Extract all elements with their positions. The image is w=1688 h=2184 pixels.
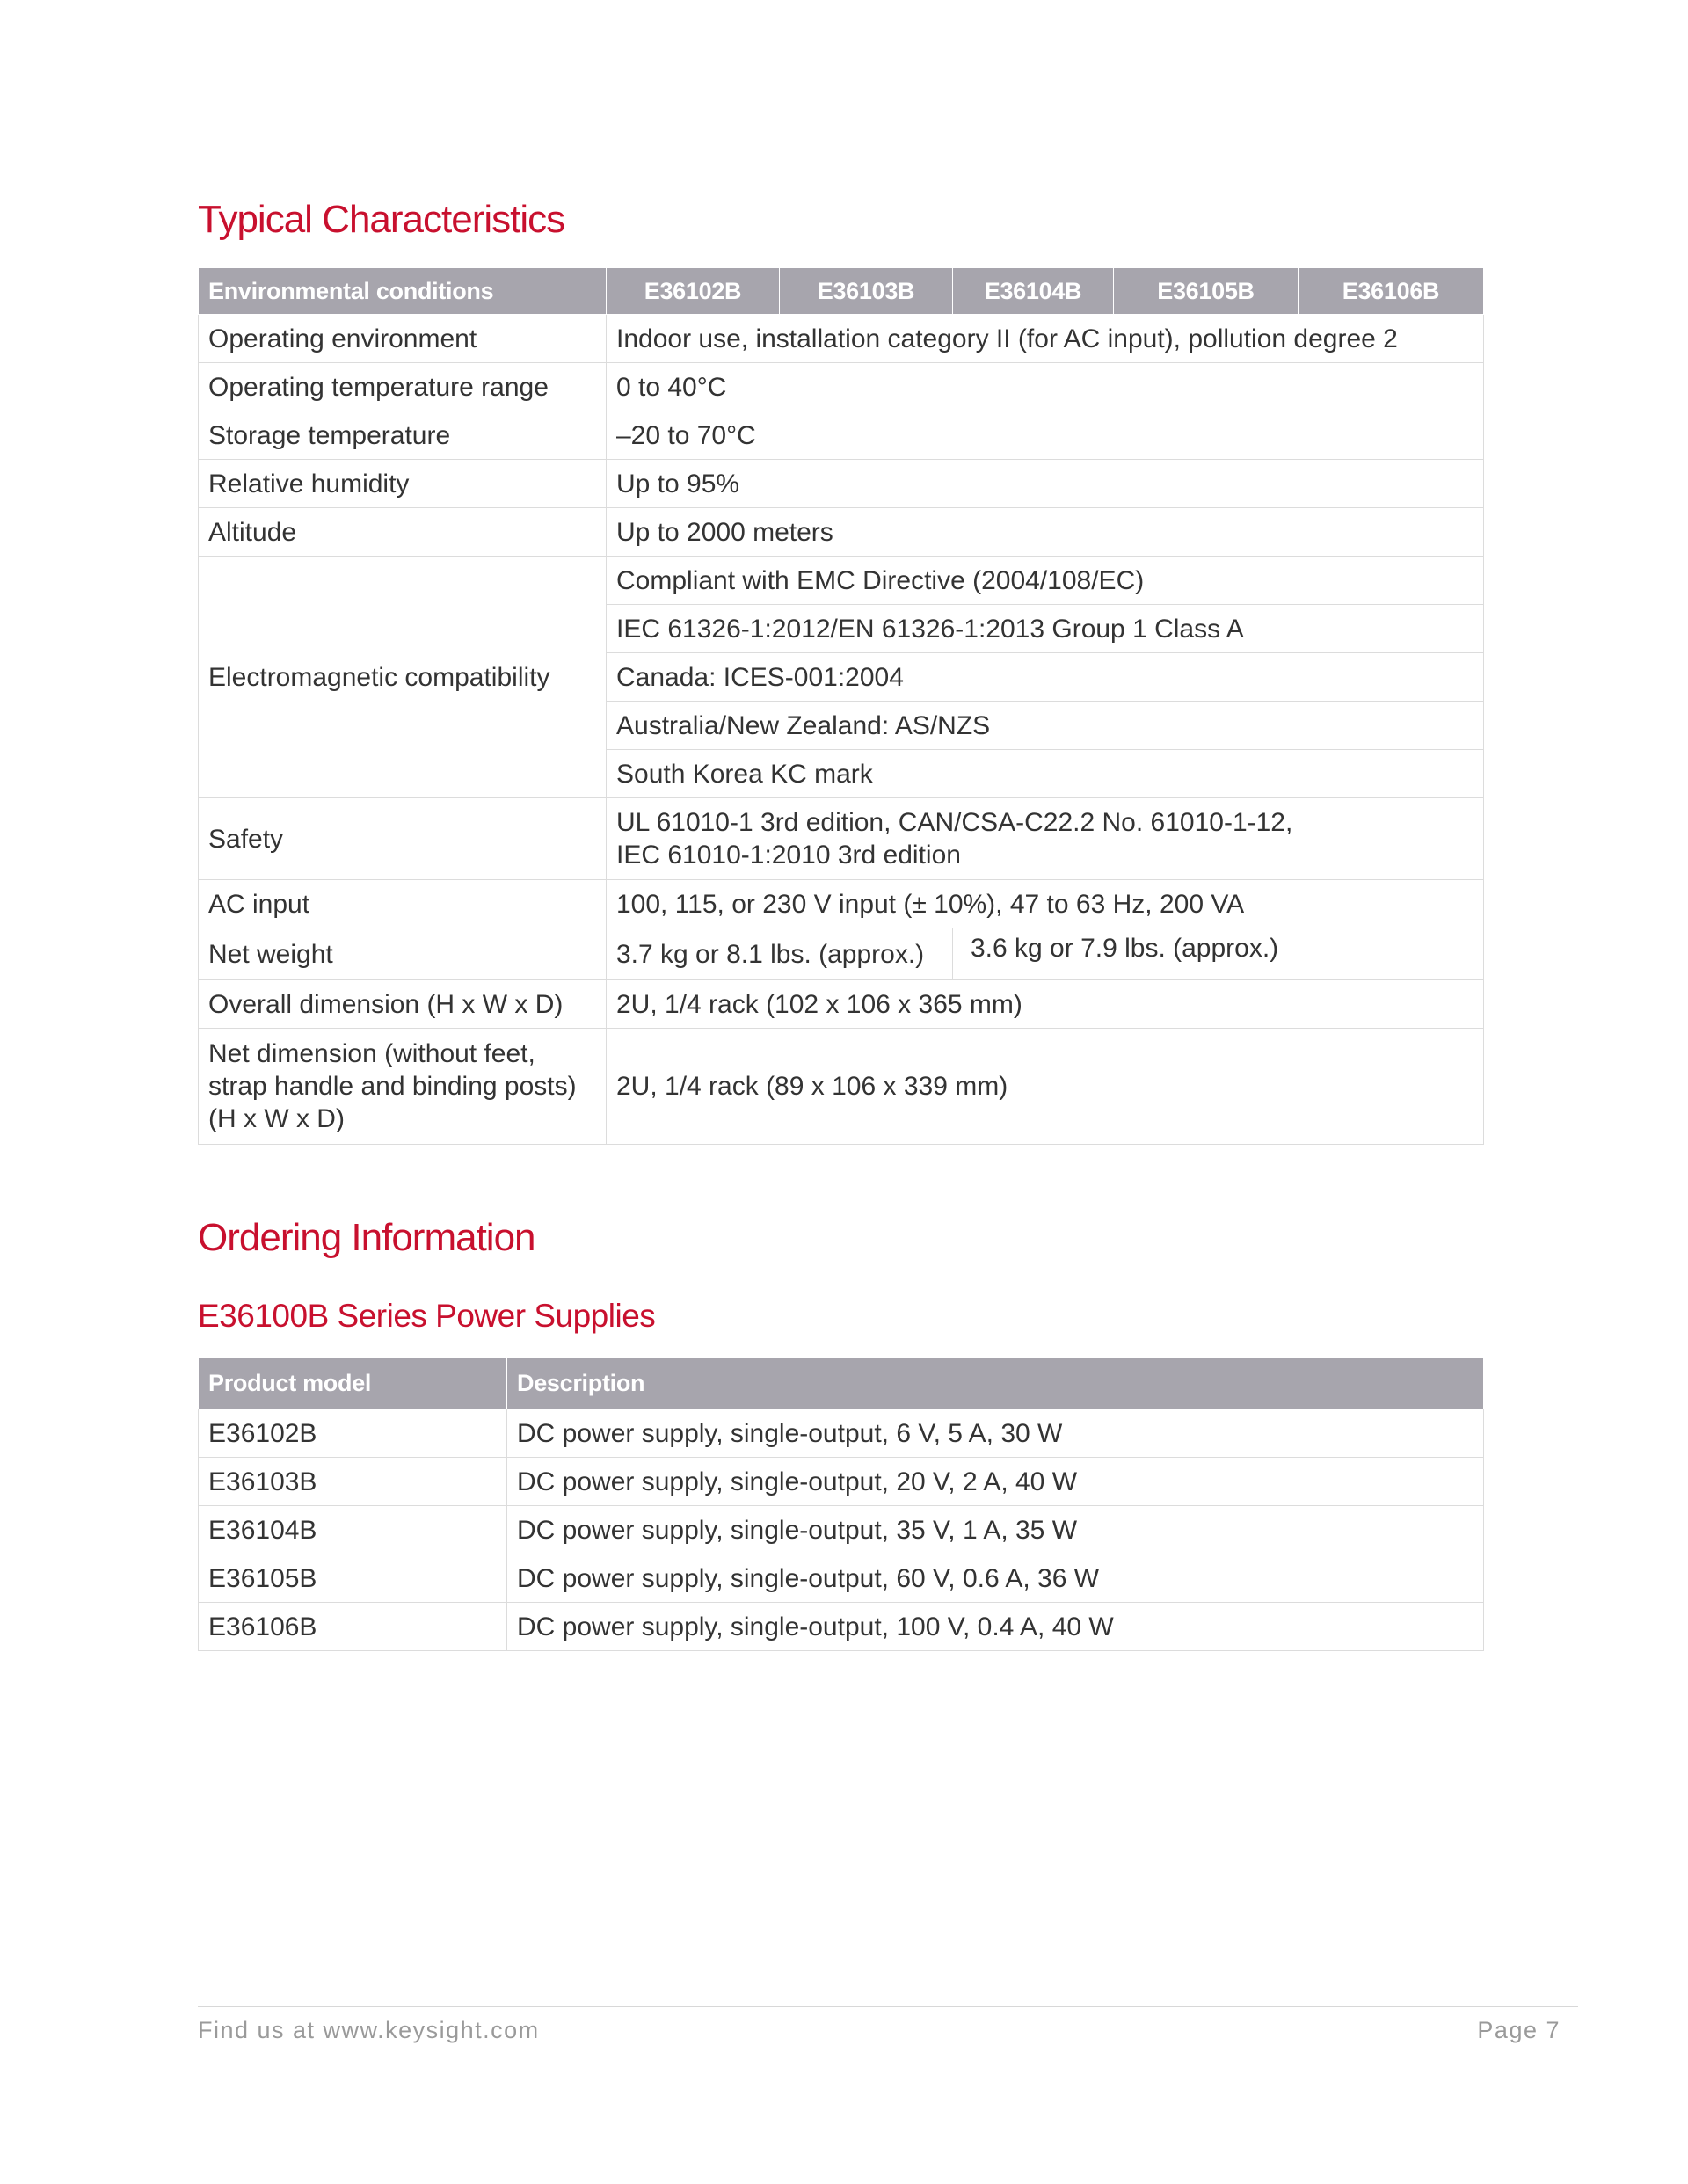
- row-value-emc: IEC 61326-1:2012/EN 61326-1:2013 Group 1 Class A: [607, 605, 1484, 653]
- product-description-cell: DC power supply, single-output, 100 V, 0.4 A, 40 W: [507, 1603, 1484, 1651]
- row-value-emc: Canada: ICES-001:2004: [607, 653, 1484, 702]
- column-header-description: Description: [507, 1358, 1484, 1409]
- row-value-operating-environment: Indoor use, installation category II (for AC input), pollution degree 2: [607, 315, 1484, 363]
- subsection-title-power-supplies: E36100B Series Power Supplies: [198, 1298, 656, 1334]
- column-header-model: E36102B: [607, 268, 780, 315]
- row-value-emc: Compliant with EMC Directive (2004/108/EC): [607, 557, 1484, 605]
- column-header-model: E36103B: [780, 268, 953, 315]
- table-row: [199, 460, 1484, 508]
- table-row: [199, 980, 1484, 1029]
- table-row: [199, 557, 1484, 605]
- row-label-safety: Safety: [199, 798, 607, 880]
- row-label-overall-dimension: Overall dimension (H x W x D): [199, 980, 607, 1029]
- section-title-typical-characteristics: Typical Characteristics: [198, 198, 565, 241]
- row-value-overall-dimension: 2U, 1/4 rack (102 x 106 x 365 mm): [607, 980, 1484, 1029]
- table-row: [199, 411, 1484, 460]
- row-label-net-weight: Net weight: [199, 928, 607, 980]
- safety-line: IEC 61010-1:2010 3rd edition: [616, 841, 961, 870]
- product-description-cell: DC power supply, single-output, 60 V, 0.6 A, 36 W: [507, 1554, 1484, 1603]
- table-row: [199, 508, 1484, 557]
- row-label-operating-temperature: Operating temperature range: [199, 363, 607, 411]
- row-value-operating-temperature: 0 to 40°C: [607, 363, 1484, 411]
- row-value-net-weight-b: 3.6 kg or 7.9 lbs. (approx.): [953, 928, 1484, 980]
- table-header-row: [199, 1358, 1484, 1409]
- column-header-model: E36104B: [953, 268, 1114, 315]
- row-value-ac-input: 100, 115, or 230 V input (± 10%), 47 to 63 Hz, 200 VA: [607, 880, 1484, 928]
- table-row: [199, 1506, 1484, 1554]
- row-label-relative-humidity: Relative humidity: [199, 460, 607, 508]
- product-model-cell: E36106B: [199, 1603, 507, 1651]
- product-model-cell: E36103B: [199, 1458, 507, 1506]
- table-row: [199, 1458, 1484, 1506]
- row-label-net-dimension: [199, 1029, 607, 1145]
- column-header-product-model: Product model: [199, 1358, 507, 1409]
- row-value-emc: South Korea KC mark: [607, 750, 1484, 798]
- row-label-operating-environment: Operating environment: [199, 315, 607, 363]
- net-dimension-label-line: strap handle and binding posts): [208, 1072, 577, 1101]
- row-label-electromagnetic-compatibility: Electromagnetic compatibility: [199, 557, 607, 798]
- column-header-model: E36105B: [1114, 268, 1299, 315]
- row-value-storage-temperature: –20 to 70°C: [607, 411, 1484, 460]
- table-row: [199, 1603, 1484, 1651]
- table-row: [199, 363, 1484, 411]
- row-label-altitude: Altitude: [199, 508, 607, 557]
- footer-divider: [198, 2006, 1578, 2007]
- net-dimension-label-line: (H x W x D): [208, 1104, 345, 1133]
- table-row: [199, 880, 1484, 928]
- row-value-net-weight-a: 3.7 kg or 8.1 lbs. (approx.): [607, 928, 953, 980]
- table-row: [199, 1029, 1484, 1145]
- table-header-row: [199, 268, 1484, 315]
- table-row: [199, 1409, 1484, 1458]
- table-row: [199, 1554, 1484, 1603]
- table-row: [199, 798, 1484, 880]
- product-description-cell: DC power supply, single-output, 6 V, 5 A, 30 W: [507, 1409, 1484, 1458]
- column-header-model: E36106B: [1299, 268, 1484, 315]
- product-model-cell: E36104B: [199, 1506, 507, 1554]
- product-model-cell: E36102B: [199, 1409, 507, 1458]
- product-model-cell: E36105B: [199, 1554, 507, 1603]
- table-row: [199, 315, 1484, 363]
- footer-page-number: Page 7: [1477, 2017, 1561, 2043]
- row-label-storage-temperature: Storage temperature: [199, 411, 607, 460]
- row-value-net-dimension: 2U, 1/4 rack (89 x 106 x 339 mm): [607, 1029, 1484, 1145]
- footer-website-link[interactable]: Find us at www.keysight.com: [198, 2017, 540, 2043]
- row-value-emc: Australia/New Zealand: AS/NZS: [607, 702, 1484, 750]
- product-description-cell: DC power supply, single-output, 20 V, 2 A, 40 W: [507, 1458, 1484, 1506]
- row-value-safety: [607, 798, 1484, 880]
- environmental-conditions-table: [198, 267, 1484, 1145]
- row-value-altitude: Up to 2000 meters: [607, 508, 1484, 557]
- safety-line: UL 61010-1 3rd edition, CAN/CSA-C22.2 No. 61010-1-12,: [616, 808, 1293, 837]
- ordering-table: [198, 1358, 1484, 1651]
- product-description-cell: DC power supply, single-output, 35 V, 1 A, 35 W: [507, 1506, 1484, 1554]
- section-title-ordering-information: Ordering Information: [198, 1216, 535, 1259]
- column-header-environmental-conditions: Environmental conditions: [199, 268, 607, 315]
- row-label-ac-input: AC input: [199, 880, 607, 928]
- table-row: [199, 928, 1484, 980]
- net-dimension-label-line: Net dimension (without feet,: [208, 1039, 535, 1068]
- row-value-relative-humidity: Up to 95%: [607, 460, 1484, 508]
